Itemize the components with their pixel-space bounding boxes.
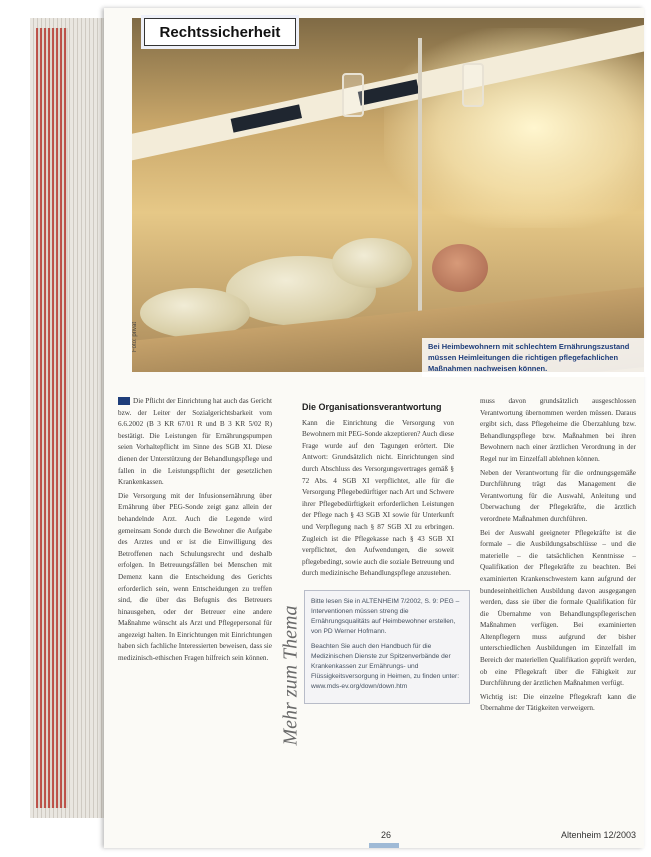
section-heading: Die Organisationsverantwortung bbox=[302, 402, 442, 412]
issue-label: Altenheim 12/2003 bbox=[560, 830, 636, 840]
paragraph: Wichtig ist: Die einzelne Pflegekraft kann die Übernahme der Tätigkeiten verweigern. bbox=[480, 692, 636, 713]
info-box bbox=[304, 590, 470, 704]
section-label: Rechtssicherheit bbox=[144, 18, 296, 46]
iv-bag bbox=[462, 63, 484, 107]
thema-label-text: Mehr zum Thema bbox=[279, 605, 302, 745]
text-column-3 bbox=[480, 396, 636, 717]
info-paragraph: Beachten Sie auch den Handbuch für die Medizinischen Dienste zur Spitzenverbände der Krankenkassen zur Ernährungs- und Flüssigkeitsversorgung in Heimen, zu finden unter: www.mds-ev.org/down/down.htm bbox=[311, 643, 460, 690]
page-number-bar bbox=[369, 843, 399, 848]
iv-bag bbox=[342, 73, 364, 117]
iv-pole bbox=[418, 38, 422, 338]
photo-credit: Foto: privat bbox=[132, 321, 138, 352]
text-column-1 bbox=[118, 396, 272, 667]
text-column-2 bbox=[302, 396, 454, 582]
photo-caption: Bei Heimbewohnern mit schlechtem Ernährungszustand müssen Heimleitungen die richtigen pflegefachlichen Maßnahmen nachweisen können. bbox=[422, 338, 651, 377]
mehr-zum-thema-label bbox=[280, 590, 302, 760]
paragraph: Neben der Verantwortung für die ordnungsgemäße Durchführung trägt das Management die Verantwortung für die Auswahl, Anleitung und Überwachung der Pflegekräfte, die ärztlich verordnete Maßnahmen durchführen. bbox=[480, 468, 636, 523]
patient-head bbox=[432, 244, 488, 292]
article-marker-icon bbox=[118, 397, 130, 405]
paragraph-text: Die Pflicht der Einrichtung hat auch das Gericht bzw. der Leiter der Sozialgerichtsbarkeit vom 6.6.2002 (B 3 KR 67/01 R und B 3 KR 5/02 R) bestätigt. Die Leistungen für Ernährungspumpen seien Vorhaltepflicht im Sinne des SGB XI. Diese dienen der Unterstützung der Behandlungspflege und fallen in die Leistungspflicht der gesetzlichen Krankenkassen. bbox=[118, 397, 272, 487]
bed-photo bbox=[132, 18, 644, 372]
magazine-page bbox=[104, 8, 644, 848]
pillow bbox=[332, 238, 412, 288]
paragraph: Die Versorgung mit der Infusionsernährung über Ernährung über PEG-Sonde zeigt ganz allein der behandelnde Arzt. Auch die Legende wird gemeinsam Sonde durch die Bewohner die Aufgabe des Arztes und er ist die Einwilligung des Betroffenen nach Schulungsrecht und deshalb erfolgen. In Betreuungsfällen bei Menschen mit Demenz kann die Entscheidung des Gerichts erforderlich sein, wenn Entscheidungen zu treffen sind, die über das Befugnis des Betreuers hinausgehen, oder der Betreuer eine andere Maßnahme wünscht als Arzt und Pflegepersonal für angezeigt halten. In Einrichtungen mit Einrichtungen haben sich fachliche Interessierten beweisen, dass sie medizinisch-ethischen Fragen hilfreich sein können. bbox=[118, 491, 272, 663]
rail-block bbox=[231, 104, 302, 132]
info-paragraph: Bitte lesen Sie in ALTENHEIM 7/2002, S. 9: PEG – Interventionen müssen streng die Ernährungsqualitäts auf Heimbewohner erstellen, von PD Werner Hofmann. bbox=[311, 598, 460, 635]
book-page-stack bbox=[30, 18, 109, 818]
page-edge-decoration bbox=[36, 28, 68, 808]
paragraph: Bei der Auswahl geeigneter Pflegekräfte ist die formale – die Ausbildungsabschlüsse – und die materielle – die tatsächlichen Kenntnisse – Qualifikation der Pflegekräfte zu beachten. Bei examinierten Krankenschwestern kann aufgrund der bundeseinheitlichen Ausbildung davon ausgegangen werden, dass sie über die formale Qualifikation für die Übernahme von Behandlungspflegerischen Maßnahmen verfügen. Bei examinierten Altenpflegern muss aufgrund der bisher unterschiedlichen Ausbildungen im Einzelfall im Bereich der materiellen Qualifikation geprüft werden, ob eine Pflegekraft über die Fähigkeit zur Durchführung der ärztlichen Maßnahmen verfügt. bbox=[480, 528, 636, 688]
paragraph: Kann die Einrichtung die Versorgung von Bewohnern mit PEG-Sonde akzeptieren? Auch diese Frage wurde auf den Tagungen erörtert. Die Antwort: Grundsätzlich nicht. Einrichtungen sind durch Abschluss des Versorgungsvertrages gemäß § 72 Abs. 4 SGB XI verpflichtet, alle für die Versorgung Pflegebedürftiger nach Art und Schwere ihrer Pflegebedürftigkeit erforderlichen Leistungen der Pflege nach § 43 SGB XI sowie für Unterkunft und Verpflegung nach § 87 SGB XI zu erbringen. Zugleich ist die Pflegekasse nach § 43 SGB XI verpflichtet, den Aufwendungen, die soweit pflegebedingt, sowie auch die soziale Betreuung und durch medizinische Behandlungspflege anzustehen. bbox=[302, 418, 454, 578]
paragraph bbox=[118, 396, 272, 489]
paragraph: muss davon grundsätzlich ausgeschlossen Verantwortung übernommen werden müssen. Daraus ergibt sich, dass Pflegeheime die Überzahlung bzw. Behandlungspflege bzw. Maßnahmen bei ihren Bewohnern nach einer ärztlichen Verordnung in der Regel nur im Einzelfall ablehnen können. bbox=[480, 397, 636, 463]
page-number: 26 bbox=[381, 830, 392, 840]
